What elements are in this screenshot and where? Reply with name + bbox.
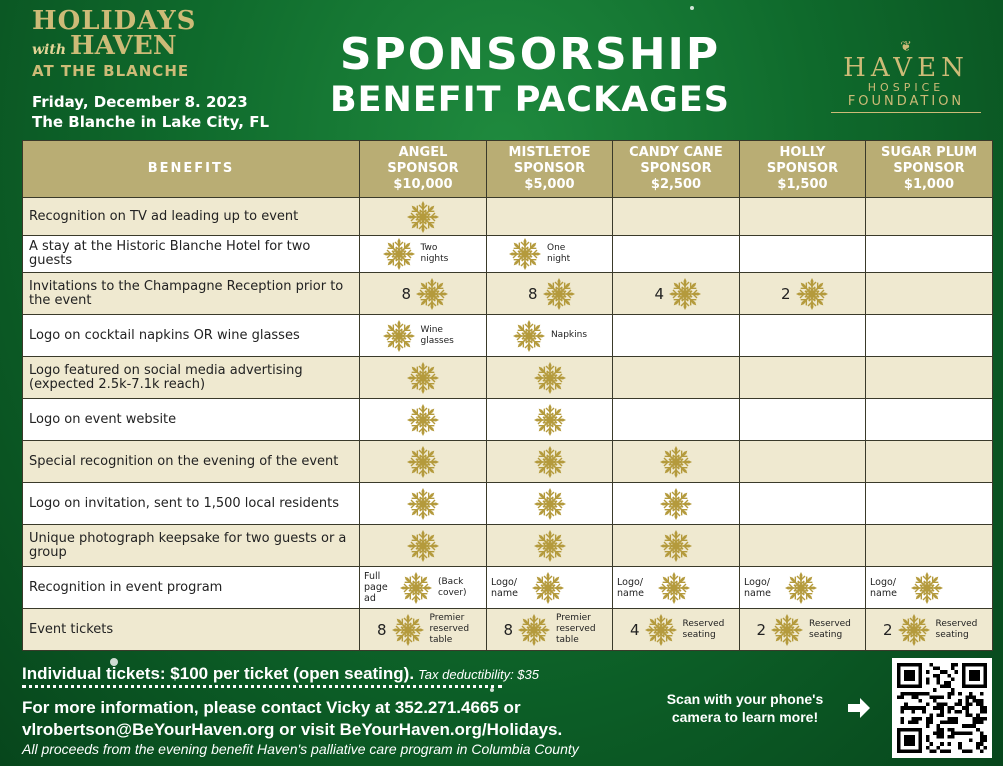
- benefit-prefix: Full page ad: [364, 571, 388, 604]
- sponsor-name: CANDY CANE SPONSOR: [629, 145, 723, 176]
- benefit-prefix: Logo/ name: [744, 576, 771, 599]
- snowflake-icon: [659, 445, 693, 479]
- snowflake-icon: [406, 529, 440, 563]
- benefit-cell: [613, 567, 740, 609]
- benefit-note: Wine glasses: [420, 324, 454, 346]
- benefit-cell: [487, 315, 613, 357]
- sponsor-price: $2,500: [650, 177, 702, 192]
- snowflake-icon: [415, 277, 449, 311]
- table-row: [23, 483, 993, 525]
- event-date: Friday, December 8. 2023: [32, 93, 248, 111]
- benefit-cell: [360, 198, 487, 236]
- benefit-cell: [740, 236, 866, 273]
- haven-logo-sub1: HOSPICE: [867, 81, 945, 94]
- benefit-note: Reserved seating: [935, 618, 978, 640]
- benefit-cell: [613, 525, 740, 567]
- sponsor-price: $1,000: [903, 177, 955, 192]
- snowflake-icon: [517, 613, 551, 647]
- benefit-note: Premier reserved table: [429, 613, 470, 645]
- snowflake-icon: [897, 613, 931, 647]
- contact-line2[interactable]: vlrobertson@BeYourHaven.org or visit BeYourHaven.org/Holidays.: [22, 720, 563, 739]
- benefit-cell: [866, 399, 993, 441]
- benefit-cell-content: [491, 361, 608, 395]
- benefit-cell: [487, 441, 613, 483]
- benefit-quantity: 8: [376, 620, 387, 639]
- contact-line1: For more information, please contact Vicky at 352.271.4665 or: [22, 698, 521, 717]
- table-row: [23, 273, 993, 315]
- benefit-cell: [360, 483, 487, 525]
- benefit-cell: [740, 567, 866, 609]
- benefit-cell: [740, 273, 866, 315]
- benefit-cell: [613, 198, 740, 236]
- benefits-table: [22, 140, 993, 651]
- benefit-label: Recognition on TV ad leading up to event: [23, 198, 360, 236]
- page-title: [300, 30, 760, 120]
- snowflake-icon: [399, 571, 433, 605]
- table-row: [23, 399, 993, 441]
- benefit-quantity: 2: [780, 284, 791, 303]
- benefit-cell: [740, 357, 866, 399]
- page-title-line2: BENEFIT PACKAGES: [329, 80, 731, 120]
- benefit-label: A stay at the Historic Blanche Hotel for two guests: [23, 236, 360, 273]
- benefit-quantity: 2: [756, 620, 766, 639]
- benefit-quantity: 2: [882, 620, 893, 639]
- sponsor-header: [740, 141, 866, 198]
- sponsor-header: [866, 141, 993, 198]
- benefit-cell-content: [491, 571, 608, 605]
- snowflake-icon: [406, 200, 440, 234]
- snowflake-icon: [659, 529, 693, 563]
- table-header-row: [23, 141, 993, 198]
- benefit-cell: [487, 273, 613, 315]
- benefit-cell: [360, 609, 487, 651]
- snowflake-icon: [391, 613, 425, 647]
- snowflake-icon: [406, 487, 440, 521]
- benefit-cell: [613, 441, 740, 483]
- benefit-cell: [360, 273, 487, 315]
- benefit-note: Reserved seating: [809, 618, 851, 640]
- benefit-cell: [613, 315, 740, 357]
- snowflake-icon: [659, 487, 693, 521]
- benefit-cell: [487, 198, 613, 236]
- benefit-cell-content: [744, 613, 861, 647]
- benefit-cell: [740, 198, 866, 236]
- benefit-note: Reserved seating: [682, 618, 725, 640]
- benefits-table-body: [23, 198, 993, 651]
- benefit-cell: [866, 567, 993, 609]
- contact-info: [22, 697, 662, 741]
- benefit-prefix: Logo/ name: [617, 576, 644, 599]
- snowflake-icon: [795, 277, 829, 311]
- benefit-cell-content: [364, 571, 482, 605]
- benefit-note: Napkins: [550, 330, 588, 340]
- benefit-cell-content: [491, 529, 608, 563]
- event-logo-line2: [32, 31, 232, 62]
- benefit-cell-content: [744, 571, 861, 605]
- snowflake-icon: [508, 237, 542, 271]
- snowflake-icon: [512, 319, 546, 353]
- snowflake-icon: [533, 403, 567, 437]
- snowflake-icon: [657, 571, 691, 605]
- table-row: [23, 609, 993, 651]
- benefit-cell: [613, 236, 740, 273]
- benefit-cell: [866, 441, 993, 483]
- event-info: [32, 92, 269, 132]
- event-logo-line3: AT THE BLANCHE: [32, 62, 190, 80]
- benefit-cell: [613, 357, 740, 399]
- benefit-cell-content: [491, 403, 608, 437]
- benefit-cell-content: [364, 613, 482, 647]
- benefit-cell: [360, 236, 487, 273]
- sparkle-decoration: [490, 688, 494, 692]
- benefit-cell-content: [491, 613, 608, 647]
- sponsor-header: [613, 141, 740, 198]
- snowflake-icon: [910, 571, 944, 605]
- tax-deductibility: Tax deductibility: $35: [418, 667, 539, 682]
- benefit-cell-content: [617, 487, 735, 521]
- benefit-cell: [866, 609, 993, 651]
- benefit-quantity: 8: [401, 284, 411, 303]
- benefit-label: Event tickets: [23, 609, 360, 651]
- benefit-cell-content: [617, 571, 735, 605]
- benefit-label: Special recognition on the evening of the event: [23, 441, 360, 483]
- snowflake-icon: [533, 445, 567, 479]
- benefit-cell: [866, 273, 993, 315]
- table-row: [23, 236, 993, 273]
- snowflake-icon: [784, 571, 818, 605]
- snowflake-icon: [531, 571, 565, 605]
- benefit-note: Two nights: [420, 243, 449, 264]
- sponsor-name: MISTLETOE SPONSOR: [508, 145, 591, 176]
- benefit-cell-content: [364, 277, 482, 311]
- snowflake-icon: [406, 403, 440, 437]
- benefit-cell-content: [364, 403, 482, 437]
- snowflake-icon: [533, 487, 567, 521]
- haven-logo-sub2: FOUNDATION: [831, 94, 981, 113]
- haven-hospice-logo: [831, 40, 981, 113]
- benefit-cell: [487, 567, 613, 609]
- sponsor-name: SUGAR PLUM SPONSOR: [880, 145, 978, 176]
- sponsor-header: [487, 141, 613, 198]
- benefit-cell: [613, 399, 740, 441]
- sparkle-decoration: [690, 6, 694, 10]
- table-row: [23, 357, 993, 399]
- benefit-cell: [740, 483, 866, 525]
- benefit-cell: [487, 609, 613, 651]
- benefit-note: Premier reserved table: [556, 613, 596, 645]
- haven-logo-name: HAVEN: [843, 53, 969, 83]
- benefit-cell: [866, 315, 993, 357]
- snowflake-icon: [406, 445, 440, 479]
- benefit-cell: [487, 483, 613, 525]
- benefit-cell: [360, 525, 487, 567]
- benefit-quantity: 8: [527, 284, 538, 303]
- benefit-label: Logo on cocktail napkins OR wine glasses: [23, 315, 360, 357]
- table-row: [23, 198, 993, 236]
- page-title-line1: SPONSORSHIP: [339, 29, 721, 80]
- benefit-cell: [487, 525, 613, 567]
- benefit-quantity: 4: [654, 284, 664, 303]
- dotted-divider: [22, 685, 502, 688]
- snowflake-icon: [770, 613, 804, 647]
- tickets-text: Individual tickets: $100 per ticket (open seating).: [22, 664, 415, 683]
- benefit-cell-content: [617, 277, 735, 311]
- event-logo: [32, 8, 232, 80]
- benefit-cell-content: [364, 361, 482, 395]
- benefit-cell-content: [870, 571, 988, 605]
- sponsor-header: [360, 141, 487, 198]
- benefit-cell-content: [617, 613, 735, 647]
- snowflake-icon: [533, 529, 567, 563]
- event-logo-haven: HAVEN: [70, 31, 177, 61]
- qr-code-icon[interactable]: [892, 658, 992, 758]
- benefit-cell: [740, 399, 866, 441]
- snowflake-icon: [644, 613, 678, 647]
- benefit-cell: [360, 315, 487, 357]
- benefits-header: BENEFITS: [23, 141, 360, 198]
- benefit-cell: [613, 273, 740, 315]
- benefit-cell-content: [491, 319, 608, 353]
- benefit-cell-content: [364, 487, 482, 521]
- benefit-cell: [866, 236, 993, 273]
- benefit-cell: [487, 236, 613, 273]
- benefit-cell-content: [870, 613, 988, 647]
- benefit-quantity: 4: [629, 620, 640, 639]
- benefit-cell: [740, 525, 866, 567]
- proceeds-note: All proceeds from the evening benefit Haven's palliative care program in Columbia County: [22, 741, 579, 757]
- benefit-cell-content: [364, 319, 482, 353]
- table-row: [23, 315, 993, 357]
- benefit-prefix: Logo/ name: [491, 576, 518, 599]
- sponsor-name: ANGEL SPONSOR: [387, 145, 459, 176]
- benefit-cell: [360, 567, 487, 609]
- sponsor-price: $1,500: [777, 177, 828, 192]
- benefit-cell: [360, 399, 487, 441]
- benefit-prefix: Logo/ name: [870, 576, 897, 599]
- benefit-note: One night: [547, 243, 571, 264]
- benefit-cell-content: [491, 445, 608, 479]
- benefit-cell-content: [491, 277, 608, 311]
- benefit-cell-content: [364, 237, 482, 271]
- event-logo-with: with: [32, 42, 67, 58]
- snowflake-icon: [382, 319, 416, 353]
- benefit-cell: [866, 525, 993, 567]
- benefit-label: Logo on event website: [23, 399, 360, 441]
- benefit-cell: [740, 609, 866, 651]
- benefit-cell-content: [491, 487, 608, 521]
- benefit-cell: [613, 483, 740, 525]
- individual-tickets: [22, 664, 539, 684]
- table-row: [23, 525, 993, 567]
- benefit-cell: [866, 483, 993, 525]
- benefit-quantity: 8: [503, 620, 513, 639]
- benefit-cell: [866, 198, 993, 236]
- sponsor-name: HOLLY SPONSOR: [766, 145, 839, 176]
- benefit-label: Unique photograph keepsake for two guests or a group: [23, 525, 360, 567]
- leaf-icon: ❦: [900, 39, 912, 55]
- benefit-label: Recognition in event program: [23, 567, 360, 609]
- table-row: [23, 567, 993, 609]
- benefit-cell-content: [744, 277, 861, 311]
- benefit-label: Logo featured on social media advertising (expected 2.5k-7.1k reach): [23, 357, 360, 399]
- benefit-cell: [360, 357, 487, 399]
- benefit-cell: [487, 357, 613, 399]
- benefit-cell: [740, 441, 866, 483]
- event-logo-line1: HOLIDAYS: [32, 6, 197, 36]
- benefit-cell-content: [491, 237, 608, 271]
- benefit-cell-content: [617, 445, 735, 479]
- benefit-note: (Back cover): [438, 576, 467, 598]
- scan-instruction: Scan with your phone's camera to learn more!: [666, 691, 824, 725]
- sponsor-price: $10,000: [393, 177, 453, 192]
- benefit-cell-content: [364, 445, 482, 479]
- benefit-label: Invitations to the Champagne Reception prior to the event: [23, 273, 360, 315]
- benefit-cell: [613, 609, 740, 651]
- benefit-cell-content: [364, 200, 482, 234]
- benefit-cell-content: [364, 529, 482, 563]
- event-venue: The Blanche in Lake City, FL: [32, 113, 269, 131]
- table-row: [23, 441, 993, 483]
- benefit-cell: [487, 399, 613, 441]
- snowflake-icon: [542, 277, 576, 311]
- benefit-cell-content: [617, 529, 735, 563]
- benefit-cell: [360, 441, 487, 483]
- benefit-cell: [740, 315, 866, 357]
- snowflake-icon: [668, 277, 702, 311]
- snowflake-icon: [382, 237, 416, 271]
- benefit-label: Logo on invitation, sent to 1,500 local residents: [23, 483, 360, 525]
- arrow-right-icon: [846, 696, 872, 720]
- benefit-cell: [866, 357, 993, 399]
- sponsor-price: $5,000: [524, 177, 575, 192]
- snowflake-icon: [533, 361, 567, 395]
- snowflake-icon: [406, 361, 440, 395]
